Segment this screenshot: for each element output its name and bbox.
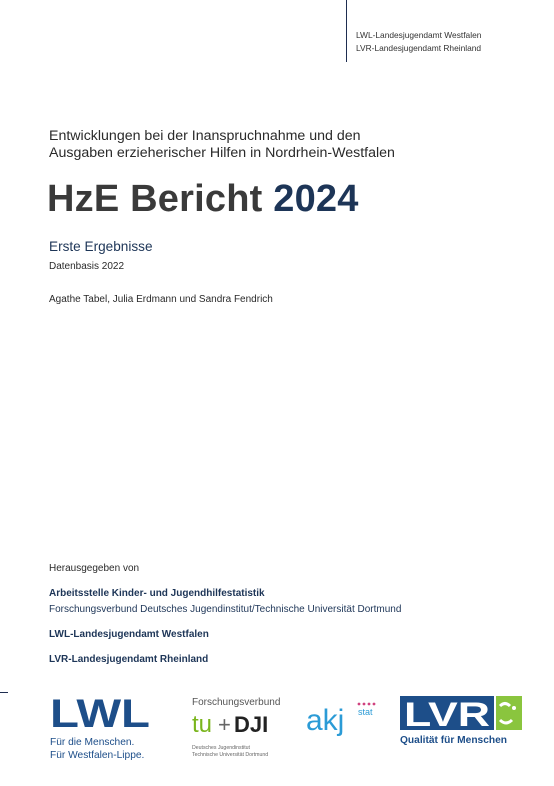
page-title [47, 178, 359, 221]
database-note: Datenbasis 2022 [49, 261, 125, 272]
svg-text:tu: tu [192, 711, 213, 738]
fv-small-dji: Deutsches Jugendinstitut [192, 745, 250, 751]
margin-mark [0, 692, 8, 693]
publisher-akj-sub: Forschungsverbund Deutsches Jugendinstitut/Technische Universität Dortmund [49, 604, 402, 615]
lvr-logo-text: LVR [404, 696, 490, 730]
subtitle-line-1: Entwicklungen bei der Inanspruchnahme und den [49, 128, 361, 144]
publisher-label: Herausgegeben von [49, 563, 140, 574]
fv-small-tu: Technische Universität Dortmund [192, 752, 269, 758]
header-line-lwl: LWL-Landesjugendamt Westfalen [356, 30, 482, 40]
lvr-tagline: Qualität für Menschen [400, 735, 507, 746]
svg-text:DJI: DJI [234, 712, 269, 737]
akj-stat-logo [306, 700, 380, 738]
section-heading: Erste Ergebnisse [49, 239, 153, 254]
publisher-akj: Arbeitsstelle Kinder- und Jugendhilfestatistik [49, 588, 265, 599]
tu-dji-logo [192, 710, 274, 738]
akj-sup: stat [358, 707, 373, 717]
publisher-lvr: LVR-Landesjugendamt Rheinland [49, 654, 209, 665]
subtitle-line-2: Ausgaben erzieherischer Hilfen in Nordrhein-Westfalen [49, 145, 395, 161]
title-main: HzE Bericht [47, 178, 274, 220]
lwl-logo [50, 696, 150, 730]
lwl-tagline-1: Für die Menschen. [50, 737, 135, 748]
lvr-logo [400, 696, 524, 730]
akj-text: akj [306, 704, 345, 737]
lwl-logo-text: LWL [50, 696, 150, 730]
svg-text:+: + [218, 712, 231, 737]
lwl-tagline-2: Für Westfalen-Lippe. [50, 750, 145, 761]
header-line-lvr: LVR-Landesjugendamt Rheinland [356, 43, 482, 53]
header-divider [346, 0, 347, 62]
title-year: 2024 [273, 178, 359, 220]
publisher-lwl: LWL-Landesjugendamt Westfalen [49, 629, 209, 640]
authors: Agathe Tabel, Julia Erdmann und Sandra Fendrich [49, 294, 273, 305]
fv-label: Forschungsverbund [192, 697, 281, 708]
